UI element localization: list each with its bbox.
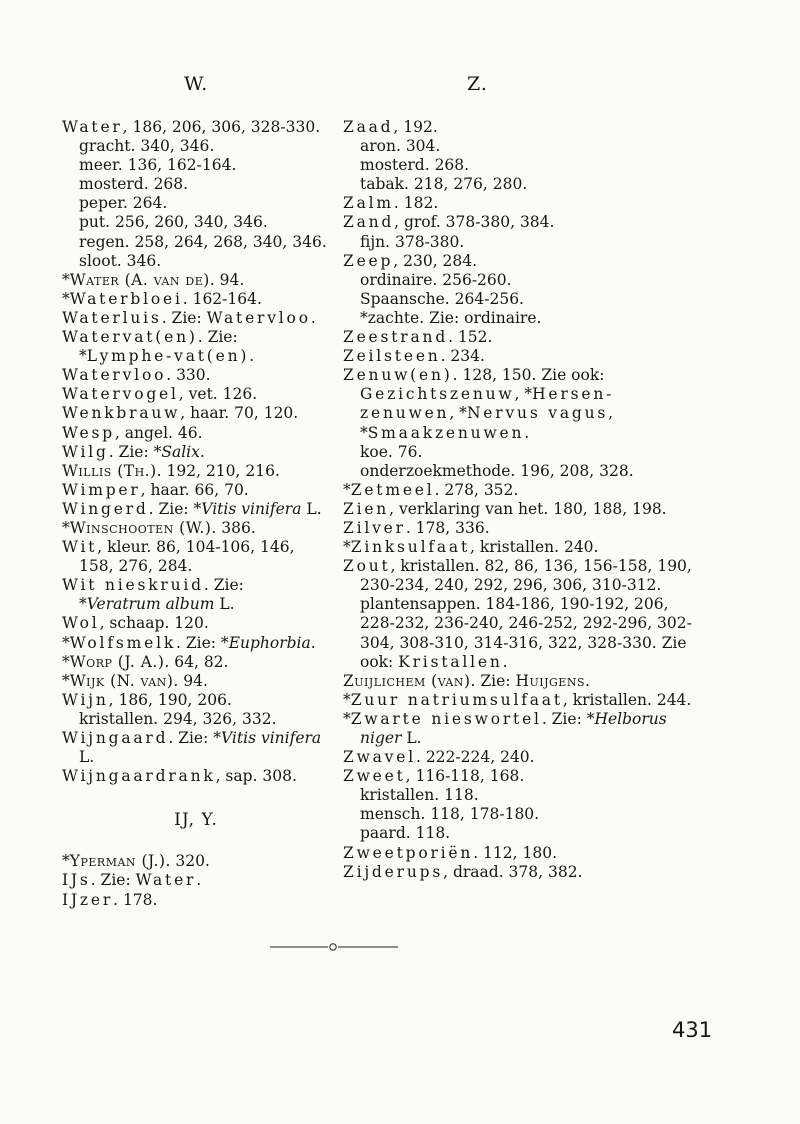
index-entry-worp: *Worp (J. A.). 64, 82. <box>62 652 229 671</box>
index-entry-ordinaire: ordinaire. 256-260. <box>360 270 512 289</box>
index-entry-zachte: *zachte. Zie: ordinaire. <box>360 308 542 327</box>
index-entry-paard: paard. 118. <box>360 824 451 843</box>
index-entry-zweetporien: Zweetporiën. 112, 180. <box>343 843 558 862</box>
index-entry-zijderups: Zijderups, draad. 378, 382. <box>343 862 583 881</box>
index-entry-mosterd: mosterd. 268. <box>79 175 189 194</box>
index-entry-zien: Zien, verklaring van het. 180, 188, 198. <box>343 499 667 518</box>
index-entry-kristallen-w: kristallen. 294, 326, 332. <box>79 709 277 728</box>
index-entry-wimper: Wimper, haar. 66, 70. <box>62 480 249 499</box>
index-entry-zweet: Zweet, 116-118, 168. <box>343 767 525 786</box>
index-entry-yperman: *Yperman (J.). 320. <box>62 852 210 871</box>
index-entry-koe: koe. 76. <box>360 442 423 461</box>
index-entry-watervogel: Watervogel, vet. 126. <box>62 385 258 404</box>
index-entry-winschooten: *Winschooten (W.). 386. <box>62 518 256 537</box>
index-entry-aron: aron. 304. <box>360 137 441 156</box>
index-entry-zeilsteen: Zeilsteen. 234. <box>343 347 485 366</box>
index-entry-zilver: Zilver. 178, 336. <box>343 518 490 537</box>
index-entry-watervloo: Watervloo. 330. <box>62 366 211 385</box>
index-entry-wijn: Wijn, 186, 190, 206. <box>62 690 232 709</box>
index-entry-waterbloei: *Waterbloei. 162-164. <box>62 289 262 308</box>
index-entry-wingerd: Wingerd. Zie: *Vitis vinifera L. <box>62 499 322 518</box>
index-entry-kristallen-z: kristallen. 118. <box>360 786 479 805</box>
index-entry-witnieskruid: Wit nieskruid. Zie: *Veratrum album L. <box>62 576 244 614</box>
index-entry-zand: Zand, grof. 378-380, 384. <box>343 213 555 232</box>
index-entry-watervaten: Watervat(en). Zie: *Lymphe-vat(en). <box>62 328 255 366</box>
index-entry-wit: Wit, kleur. 86, 104-106, 146, 158, 276, 284. <box>62 538 295 576</box>
index-entry-onderzoek: onderzoekmethode. 196, 208, 328. <box>360 461 634 480</box>
index-entry-water: Water, 186, 206, 306, 328-330. <box>62 118 321 136</box>
index-entry-willis: Willis (Th.). 192, 210, 216. <box>62 461 280 480</box>
index-entry-zenuwen: Zenuw(en). 128, 150. Zie ook: Gezichtszenuw, *Hersen-zenuwen, *Nervus vagus, *Smaakzenuwen. <box>343 366 615 442</box>
index-entry-wijngaardrank: Wijngaardrank, sap. 308. <box>62 767 297 786</box>
index-entry-waterluis: Waterluis. Zie: Watervloo. <box>62 308 316 327</box>
section-end-divider <box>270 941 398 953</box>
index-entry-mensch: mensch. 118, 178-180. <box>360 805 540 824</box>
index-entry-sloot: sloot. 346. <box>79 251 162 270</box>
index-entry-wenkbrauw: Wenkbrauw, haar. 70, 120. <box>62 404 299 423</box>
index-entry-ijzer: IJzer. 178. <box>62 890 158 909</box>
index-entry-fijn: fijn. 378-380. <box>360 232 465 251</box>
index-entry-spaansche: Spaansche. 264-256. <box>360 289 524 308</box>
index-entry-wijngaard: Wijngaard. Zie: *Vitis vinifera L. <box>62 729 322 767</box>
index-entry-zeestrand: Zeestrand. 152. <box>343 328 493 347</box>
index-column-right <box>343 118 700 882</box>
index-entry-meer: meer. 136, 162-164. <box>79 156 237 175</box>
index-entry-zwavel: Zwavel. 222-224, 240. <box>343 748 535 767</box>
index-entry-zuijlichem: Zuijlichem (van). Zie: Huijgens. <box>343 671 590 690</box>
index-entry-wilg: Wilg. Zie: *Salix. <box>62 442 205 461</box>
index-entry-ijs: IJs. Zie: Water. <box>62 871 202 890</box>
section-heading-ij: IJ, Y. <box>174 810 218 831</box>
index-entry-wol: Wol, schaap. 120. <box>62 614 209 633</box>
index-entry-zetmeel: *Zetmeel. 278, 352. <box>343 480 519 499</box>
page-number: 431 <box>672 1018 713 1042</box>
index-entry-wesp: Wesp, angel. 46. <box>62 423 203 442</box>
index-entry-put: put. 256, 260, 340, 346. <box>79 213 268 232</box>
header-right-letter: Z. <box>467 73 488 95</box>
header-left-letter: W. <box>184 73 209 95</box>
index-entry-zeep: Zeep, 230, 284. <box>343 251 478 270</box>
index-entry-wijk: *Wijk (N. van). 94. <box>62 671 208 690</box>
index-entry-mosterd-z: mosterd. 268. <box>360 156 470 175</box>
index-entry-zuur: *Zuur natriumsulfaat, kristallen. 244. <box>343 690 692 709</box>
index-entry-zinksulfaat: *Zinksulfaat, kristallen. 240. <box>343 538 599 557</box>
index-entry-regen: regen. 258, 264, 268, 340, 346. <box>79 232 327 251</box>
index-entry-zout: Zout, kristallen. 82, 86, 136, 156-158, 190, 230-234, 240, 292, 296, 306, 310-312. <box>343 557 692 595</box>
index-entry-zwarte: *Zwarte nieswortel. Zie: *Helborus niger L. <box>343 709 667 747</box>
index-entry-zaad: Zaad, 192. <box>343 118 438 136</box>
index-entry-zalm: Zalm. 182. <box>343 194 439 213</box>
index-entry-tabak: tabak. 218, 276, 280. <box>360 175 528 194</box>
index-entry-plantensappen: plantensappen. 184-186, 190-192, 206, 228-232, 236-240, 246-252, 292-296, 302-304, 308-310, 314-316, 322, 328-330. Zie ook: Kristallen. <box>360 595 692 671</box>
index-entry-wolfsmelk: *Wolfsmelk. Zie: *Euphorbia. <box>62 633 316 652</box>
index-column-left <box>62 118 330 910</box>
index-entry-water-a: *Water (A. van de). 94. <box>62 270 245 289</box>
index-entry-peper: peper. 264. <box>79 194 168 213</box>
index-entry-gracht: gracht. 340, 346. <box>79 137 215 156</box>
